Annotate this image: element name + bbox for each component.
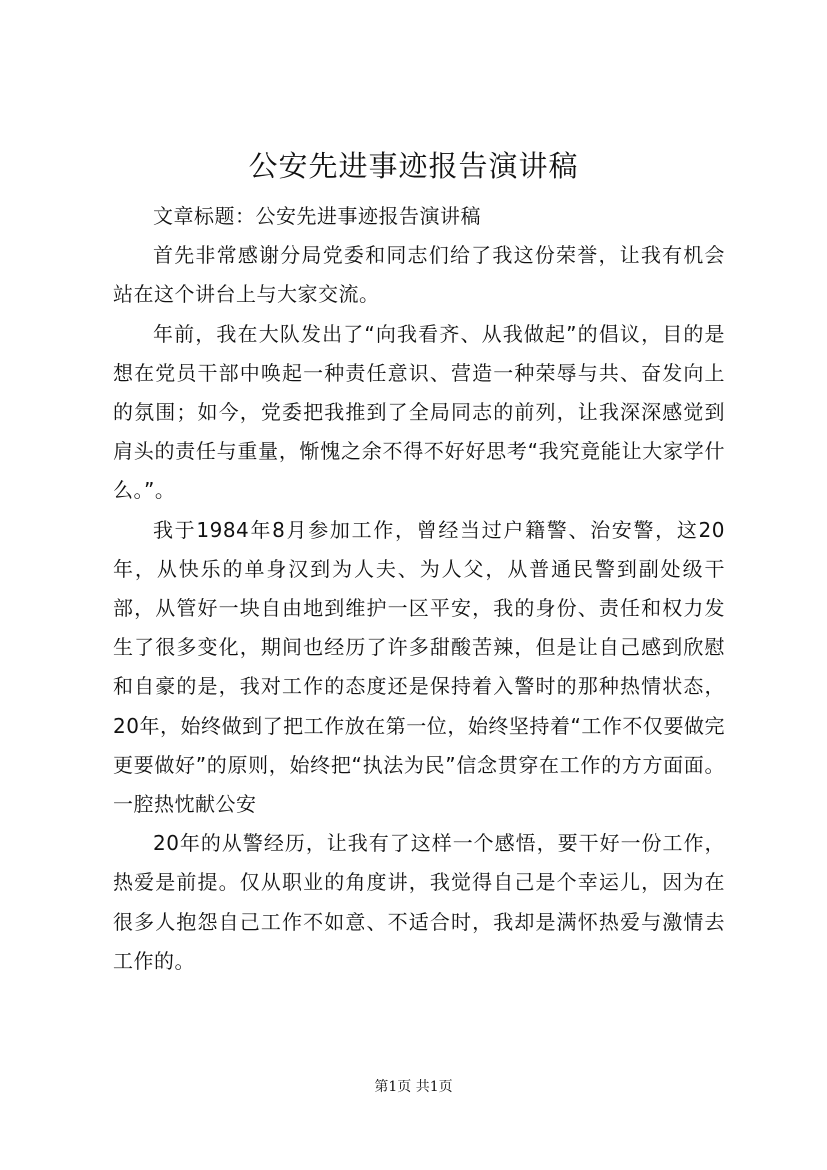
paragraph-article-title: 文章标题：公安先进事迹报告演讲稿: [153, 204, 481, 228]
document-body: [113, 197, 725, 981]
page-footer: 第1页 共1页: [374, 1079, 453, 1095]
paragraph-initiative: 年前，我在大队发出了“向我看齐、从我做起”的倡议，目的是想在党员干部中唤起一种责任意识、营造一种荣辱与共、奋发向上的氛围；如今，党委把我推到了全局同志的前列，让我深深感觉到肩头的责任与重量，惭愧之余不得不好好思考“我究竟能让大家学什么。”。: [113, 321, 725, 503]
paragraph-passion: 20年的从警经历，让我有了这样一个感悟，要干好一份工作，热爱是前提。仅从职业的角度讲，我觉得自己是个幸运儿，因为在很多人抱怨自己工作不如意、不适合时，我却是满怀热爱与激情去工作的。: [113, 831, 725, 973]
document-title: 公安先进事迹报告演讲稿: [248, 149, 579, 183]
paragraph-thanks: 首先非常感谢分局党委和同志们给了我这份荣誉，让我有机会站在这个讲台上与大家交流。: [113, 243, 725, 307]
paragraph-career: 我于1984年8月参加工作，曾经当过户籍警、治安警，这20年，从快乐的单身汉到为人夫、为人父，从普通民警到副处级干部，从管好一块自由地到维护一区平安，我的身份、责任和权力发生了很多变化，期间也经历了许多甜酸苦辣，但是让自己感到欣慰和自豪的是，我对工作的态度还是保持着入警时的那种热情状态，20年，始终做到了把工作放在第一位，始终坚持着“工作不仅要做完更要做好”的原则，始终把“执法为民”信念贯穿在工作的方方面面。一腔热忱献公安: [113, 517, 725, 817]
